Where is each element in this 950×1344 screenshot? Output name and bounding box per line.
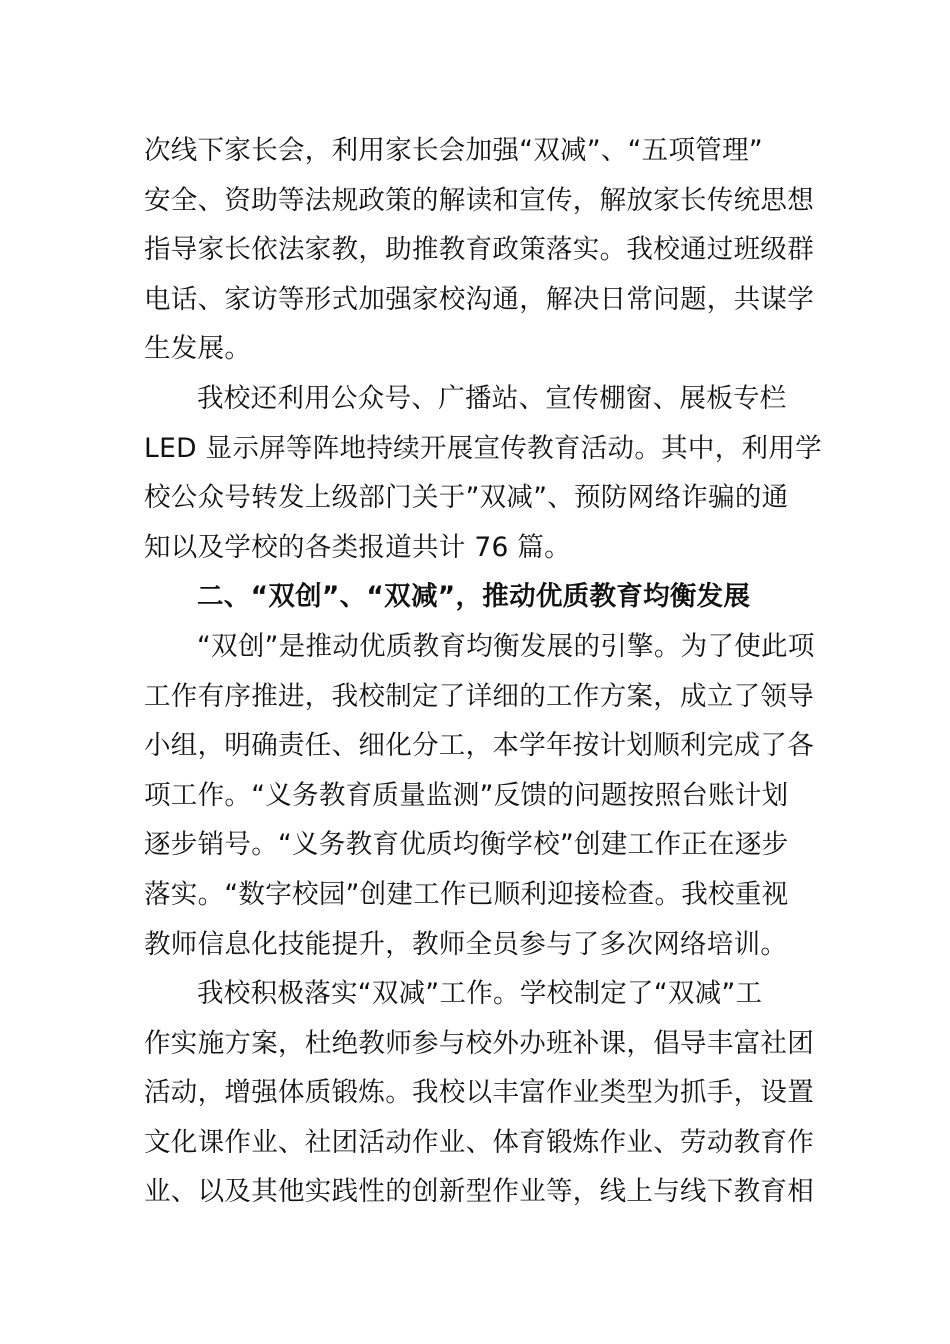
text-line: 逐步销号。“义务教育优质均衡学校”创建工作正在逐步 bbox=[144, 829, 789, 861]
text-line: 校公众号转发上级部门关于”双减”、预防网络诈骗的通 bbox=[144, 482, 789, 514]
text-line: 小组，明确责任、细化分工，本学年按计划顺利完成了各 bbox=[144, 730, 814, 762]
text-line: 次线下家长会，利用家长会加强“双减”、“五项管理” bbox=[144, 135, 763, 166]
document-body bbox=[144, 126, 822, 1217]
text-line: 落实。“数字校园”创建工作已顺利迎接检查。我校重视 bbox=[144, 878, 789, 910]
text-line: 教师信息化技能提升，教师全员参与了多次网络培训。 bbox=[144, 928, 788, 960]
text-line: 知以及学校的各类报道共计 76 篇。 bbox=[144, 531, 571, 563]
text-line: 业、以及其他实践性的创新型作业等，线上与线下教育相 bbox=[144, 1176, 814, 1208]
text-line: LED 显示屏等阵地持续开展宣传教育活动。其中，利用学 bbox=[144, 432, 822, 464]
text-line: 指导家长依法家教，助推教育政策落实。我校通过班级群 bbox=[144, 234, 814, 266]
text-line: 工作有序推进，我校制定了详细的工作方案，成立了领导 bbox=[144, 680, 814, 712]
text-line: 文化课作业、社团活动作业、体育锻炼作业、劳动教育作 bbox=[144, 1126, 814, 1158]
section-heading: 二、“双创”、“双减”，推动优质教育均衡发展 bbox=[197, 581, 751, 613]
text-line: 我校还利用公众号、广播站、宣传棚窗、展板专栏 bbox=[197, 382, 787, 414]
text-line: 我校积极落实“双减”工作。学校制定了“双减”工 bbox=[197, 978, 763, 1010]
text-line: 活动，增强体质锻炼。我校以丰富作业类型为抓手，设置 bbox=[144, 1077, 814, 1109]
text-line: 生发展。 bbox=[144, 333, 252, 365]
text-line: 安全、资助等法规政策的解读和宣传，解放家长传统思想 bbox=[144, 184, 814, 216]
text-line: 项工作。“义务教育质量监测”反馈的问题按照台账计划 bbox=[144, 779, 789, 811]
text-line: 作实施方案，杜绝教师参与校外办班补课，倡导丰富社团 bbox=[144, 1027, 814, 1059]
text-line: “双创”是推动优质教育均衡发展的引擎。为了使此项 bbox=[197, 630, 815, 662]
text-line: 电话、家访等形式加强家校沟通，解决日常问题，共谋学 bbox=[144, 283, 814, 315]
